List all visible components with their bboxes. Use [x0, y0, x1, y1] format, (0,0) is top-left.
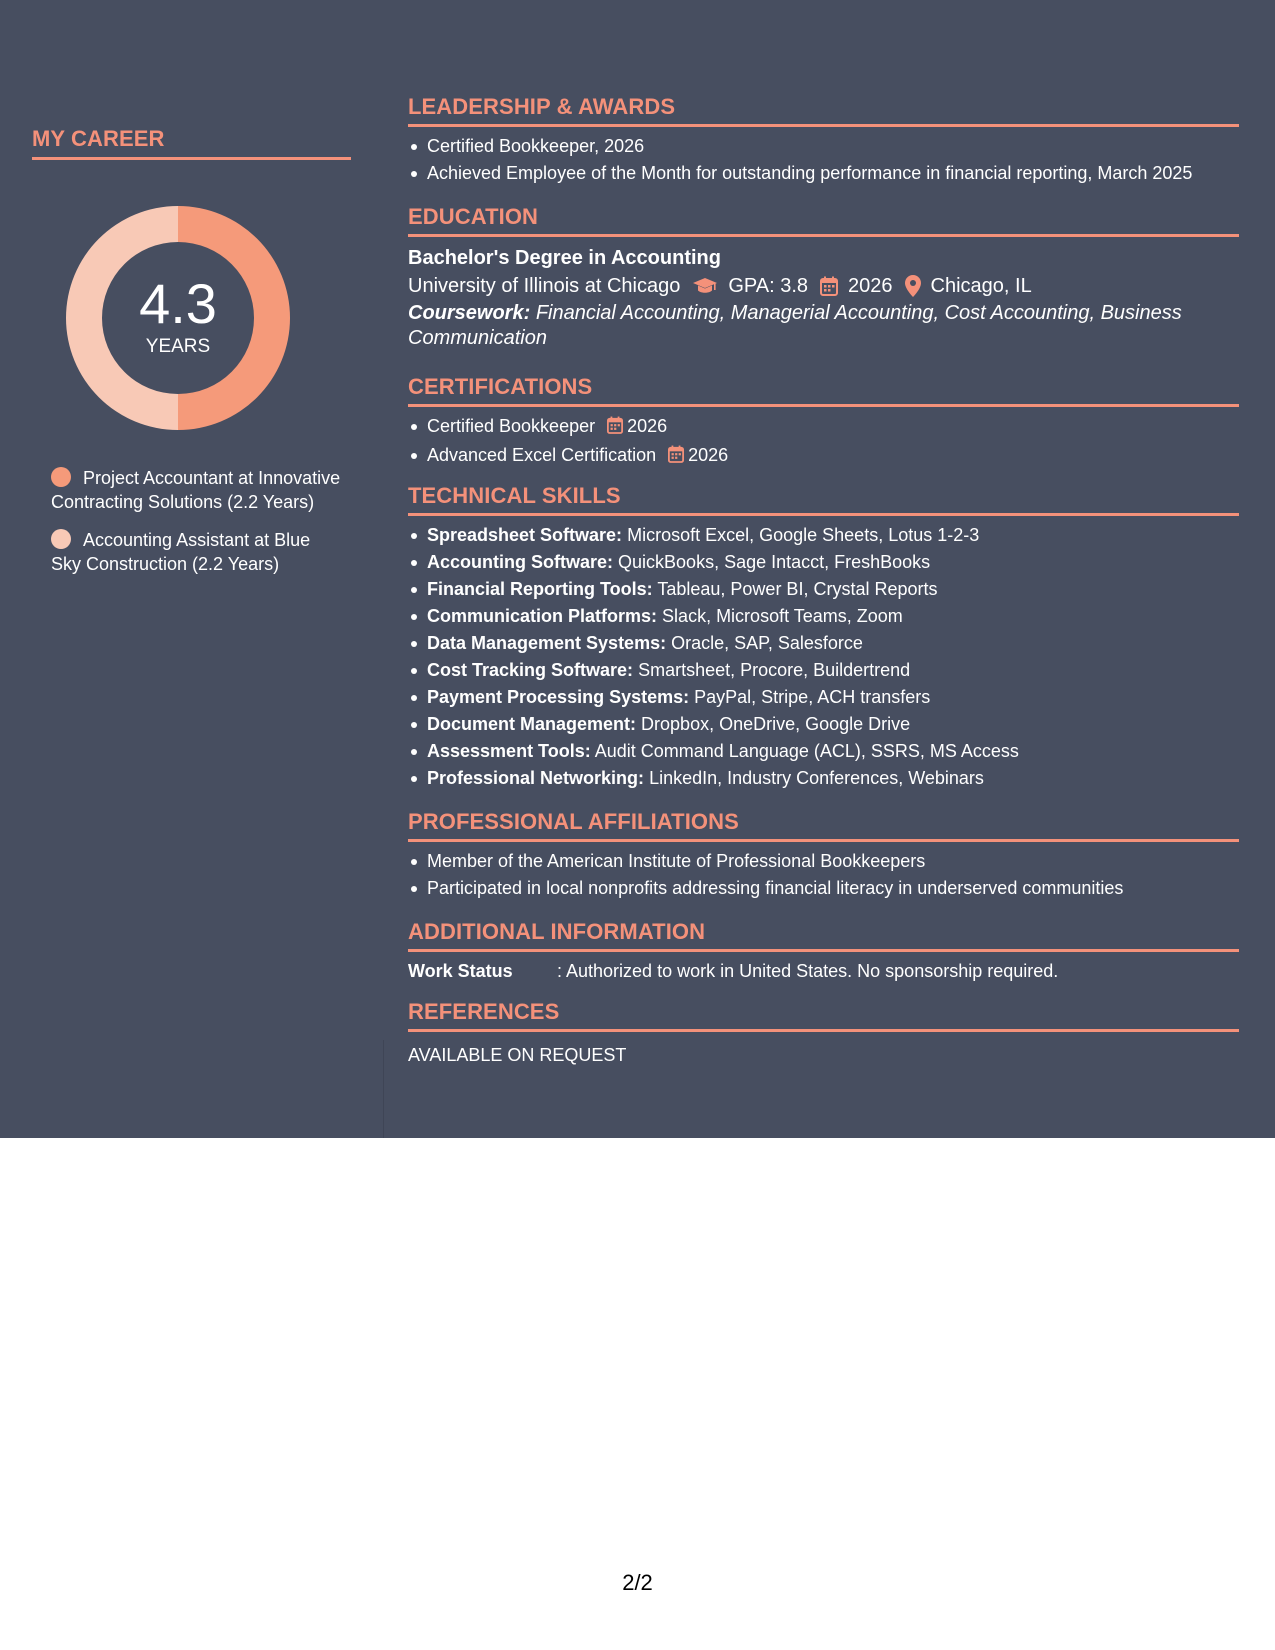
skills-section [408, 483, 1239, 792]
skill-item [408, 576, 1239, 603]
legend-dot-icon [51, 467, 71, 487]
skill-value: LinkedIn, Industry Conferences, Webinars [649, 768, 984, 788]
leadership-item: Achieved Employee of the Month for outstanding performance in financial reporting, March 2025 [408, 160, 1239, 187]
affiliations-section [408, 809, 1239, 902]
skill-value: Audit Command Language (ACL), SSRS, MS Access [594, 741, 1019, 761]
certifications-list [408, 413, 1239, 471]
leadership-list [408, 133, 1239, 187]
references-section [408, 999, 1239, 1068]
career-legend-item [51, 466, 341, 514]
education-degree: Bachelor's Degree in Accounting [408, 247, 721, 269]
certification-name: Advanced Excel Certification [427, 445, 657, 465]
skill-item [408, 684, 1239, 711]
affiliations-section-title: PROFESSIONAL AFFILIATIONS [408, 809, 739, 834]
skill-item [408, 549, 1239, 576]
skill-item [408, 765, 1239, 792]
section-rule [32, 157, 351, 160]
skill-value: Smartsheet, Procore, Buildertrend [638, 660, 911, 680]
career-legend-label: Project Accountant at Innovative Contracting Solutions (2.2 Years) [51, 468, 341, 512]
certification-item [408, 442, 1239, 471]
skill-value: Microsoft Excel, Google Sheets, Lotus 1-2-3 [627, 525, 980, 545]
leadership-section-title: LEADERSHIP & AWARDS [408, 94, 676, 119]
section-rule [408, 949, 1239, 952]
skills-section-title: TECHNICAL SKILLS [408, 483, 621, 508]
affiliation-item: Member of the American Institute of Professional Bookkeepers [408, 848, 1239, 875]
career-sidebar [32, 126, 351, 574]
career-donut-chart [66, 206, 290, 430]
education-section [408, 204, 1239, 351]
skill-label: Spreadsheet Software: [427, 525, 623, 545]
skill-item [408, 522, 1239, 549]
certification-name: Certified Bookkeeper [427, 416, 596, 436]
skill-label: Professional Networking: [427, 768, 645, 788]
section-rule [408, 234, 1239, 237]
certifications-section-title: CERTIFICATIONS [408, 374, 593, 399]
career-total-unit: YEARS [145, 336, 211, 357]
career-total-value: 4.3 [139, 272, 217, 335]
skill-label: Document Management: [427, 714, 637, 734]
calendar-icon [820, 276, 838, 296]
education-gpa: GPA: 3.8 [728, 275, 809, 297]
page-number: 2/2 [622, 1570, 653, 1595]
skill-label: Assessment Tools: [427, 741, 591, 761]
certifications-section [408, 374, 1239, 471]
coursework-list: Financial Accounting, Managerial Accounting, Cost Accounting, Business Communication [408, 302, 1182, 349]
section-rule [408, 839, 1239, 842]
skill-label: Accounting Software: [427, 552, 614, 572]
skill-value: Oracle, SAP, Salesforce [671, 633, 863, 653]
work-status-label: Work Status [408, 961, 513, 981]
skill-value: PayPal, Stripe, ACH transfers [694, 687, 931, 707]
work-status-value: : Authorized to work in United States. No sponsorship required. [557, 961, 1059, 981]
education-section-title: EDUCATION [408, 204, 539, 229]
certification-item [408, 413, 1239, 442]
work-status-row [408, 958, 1239, 984]
graduation-cap-icon [692, 277, 718, 295]
certification-year: 2026 [627, 416, 668, 436]
education-location: Chicago, IL [930, 275, 1032, 297]
career-legend-label: Accounting Assistant at Blue Sky Construction (2.2 Years) [51, 530, 311, 574]
section-rule [408, 404, 1239, 407]
education-school: University of Illinois at Chicago [408, 275, 681, 297]
skill-label: Financial Reporting Tools: [427, 579, 653, 599]
education-coursework [408, 301, 1239, 351]
skill-label: Payment Processing Systems: [427, 687, 690, 707]
career-legend-item [51, 528, 341, 576]
skill-item [408, 630, 1239, 657]
leadership-section [408, 94, 1239, 187]
donut-center [66, 206, 290, 430]
map-pin-icon [905, 275, 921, 297]
skill-value: Tableau, Power BI, Crystal Reports [657, 579, 938, 599]
section-rule [408, 1029, 1239, 1032]
section-rule [408, 124, 1239, 127]
additional-info-section [408, 919, 1239, 984]
skills-list [408, 522, 1239, 792]
education-details [408, 271, 1239, 301]
certification-year: 2026 [688, 445, 729, 465]
references-text: AVAILABLE ON REQUEST [408, 1045, 627, 1065]
affiliations-list [408, 848, 1239, 902]
legend-dot-icon [51, 529, 71, 549]
calendar-icon [607, 415, 623, 442]
column-divider [383, 1040, 384, 1138]
additional-info-section-title: ADDITIONAL INFORMATION [408, 919, 706, 944]
skill-item [408, 603, 1239, 630]
skill-label: Data Management Systems: [427, 633, 667, 653]
skill-value: Dropbox, OneDrive, Google Drive [641, 714, 911, 734]
skill-label: Communication Platforms: [427, 606, 658, 626]
calendar-icon [668, 444, 684, 471]
education-year: 2026 [848, 275, 893, 297]
affiliation-item: Participated in local nonprofits addressing financial literacy in underserved communities [408, 875, 1239, 902]
skill-item [408, 657, 1239, 684]
skill-value: Slack, Microsoft Teams, Zoom [662, 606, 903, 626]
career-legend [51, 466, 341, 590]
leadership-item: Certified Bookkeeper, 2026 [408, 133, 1239, 160]
skill-label: Cost Tracking Software: [427, 660, 634, 680]
skill-value: QuickBooks, Sage Intacct, FreshBooks [618, 552, 931, 572]
coursework-label: Coursework: [408, 302, 531, 324]
main-content [408, 94, 1239, 1068]
skill-item [408, 711, 1239, 738]
skill-item [408, 738, 1239, 765]
references-section-title: REFERENCES [408, 999, 560, 1024]
career-section-title: MY CAREER [32, 126, 165, 151]
section-rule [408, 513, 1239, 516]
